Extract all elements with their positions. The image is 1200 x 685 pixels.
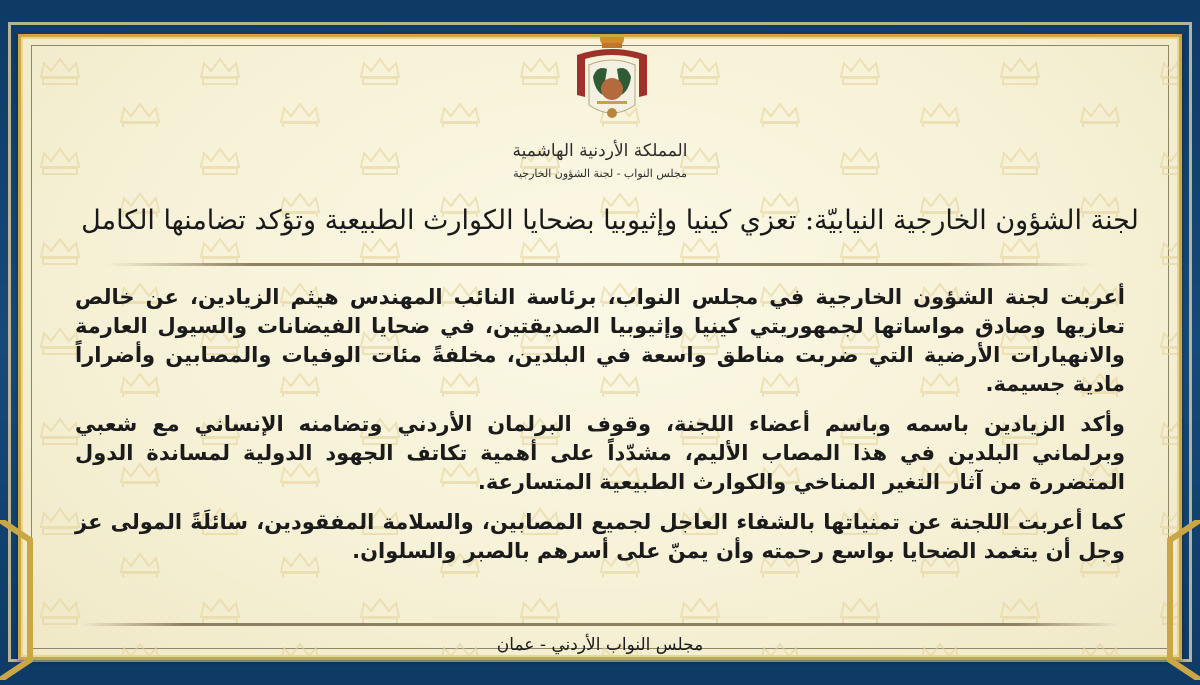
- kingdom-name: المملكة الأردنية الهاشمية: [512, 141, 688, 161]
- paragraph-2: وأكد الزيادين باسمه وباسم أعضاء اللجنة، وقوف البرلمان الأردني وتضامنه الإنساني مع شعبي وبرلماني البلدين في هذا المصاب الأليم، مشدّداً على أهمية تكاتف الجهود الدولية لمساندة الدول المتضررة من آثار التغير المناخي والكوارث الطبيعية المتسارعة.: [75, 412, 1125, 494]
- paragraph-3: كما أعربت اللجنة عن تمنياتها بالشفاء العاجل لجميع المصابين، والسلامة المفقودين، سائلَةً المولى عز وجل أن يتغمد الضحايا بواسع رحمته وأن يمنّ على أسرهم بالصبر والسلوان.: [75, 510, 1125, 563]
- footer-location: مجلس النواب الأردني - عمان: [496, 635, 704, 655]
- statement-card: [18, 34, 1182, 660]
- title-divider: [106, 263, 1094, 266]
- statement-body: [75, 283, 1125, 577]
- gold-corner-bottom-left-icon: [0, 520, 40, 680]
- jordan-coat-of-arms-icon: [567, 34, 657, 135]
- committee-subtitle: مجلس النواب - لجنة الشؤون الخارجية: [513, 167, 687, 180]
- gold-corner-bottom-right-icon: [1160, 520, 1200, 680]
- statement-title: لجنة الشؤون الخارجية النيابيّة: تعزي كينيا وإثيوبيا بضحايا الكوارث الطبيعية وتؤكد تضامنها الكامل: [81, 205, 1139, 236]
- footer-divider: [81, 623, 1119, 626]
- paragraph-1: أعربت لجنة الشؤون الخارجية في مجلس النواب، برئاسة النائب المهندس هيثم الزيادين، عن خالص تعازيها وصادق مواساتها لجمهوريتي كينيا وإثيوبيا الصديقتين، في ضحايا الفيضانات والسيول العارمة والانهيارات الأرضية التي ضربت مناطق واسعة في البلدين، مخلفةً مئات الوفيات والمصابين وأضراراً مادية جسيمة.: [75, 285, 1125, 396]
